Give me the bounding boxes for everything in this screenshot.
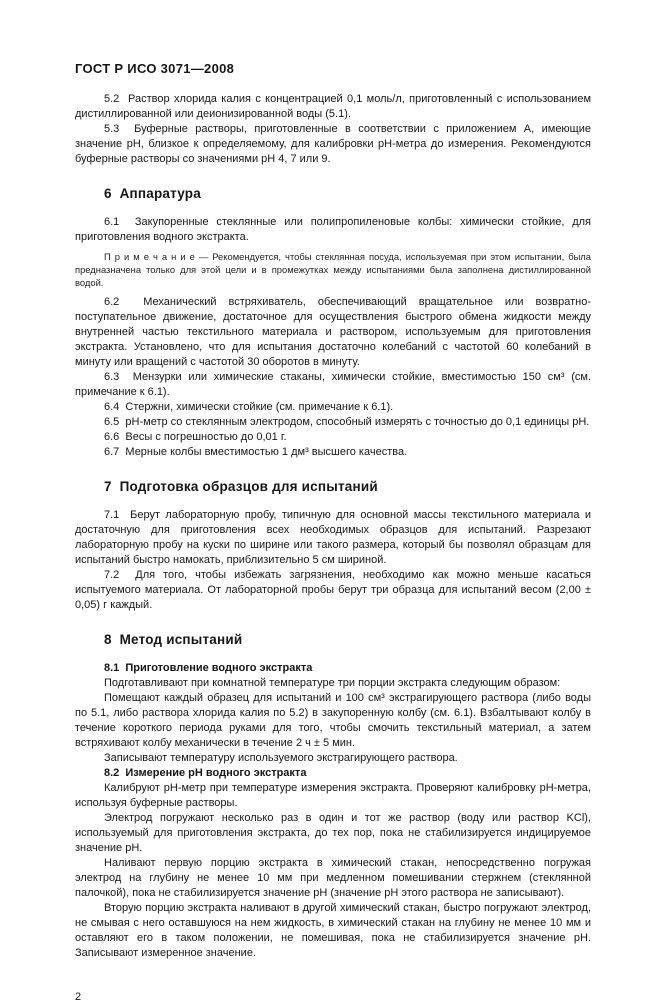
paragraph-8-1-c: Записывают температуру используемого экстрагирующего раствора. bbox=[104, 752, 458, 764]
paragraph-8-2-c: Наливают первую порцию экстракта в химический стакан, непосредственно погружая электрод на глубину не менее 10 мм при медленном помешивании стержнем (стеклянной палочкой), пока не стабилизируется значение pH (значение pH этого раствора не записывают). bbox=[75, 857, 591, 899]
running-header: ГОСТ Р ИСО 3071—2008 bbox=[75, 61, 235, 76]
subsection-8-1-title: 8.1 Приготовление водного экстракта bbox=[104, 662, 313, 674]
page-number: 2 bbox=[75, 991, 82, 1003]
paragraph-8-2-a: Калибруют pH-метр при температуре измерения экстракта. Проверяют калибровку pH-метра, используя буферные растворы. bbox=[75, 782, 591, 809]
paragraph-6-1: 6.1 Закупоренные стеклянные или полипропиленовые колбы: химически стойкие, для приготовления водного экстракта. bbox=[75, 216, 591, 243]
section-7-title: 7 Подготовка образцов для испытаний bbox=[104, 479, 378, 494]
subsection-8-2-title: 8.2 Измерение pH водного экстракта bbox=[104, 767, 307, 779]
paragraph-6-3: 6.3 Мензурки или химические стаканы, химически стойкие, вместимостью 150 см³ (см. примечание к 6.1). bbox=[75, 371, 591, 398]
paragraph-8-1-a: Подготавливают при комнатной температуре три порции экстракта следующим образом: bbox=[104, 677, 561, 689]
paragraph-8-2-b: Электрод погружают несколько раз в один и тот же раствор (воду или раствор KCl), используемый для приготовления экстракта, до тех пор, пока не стабилизируется индицируемое значение pH. bbox=[75, 812, 591, 854]
paragraph-6-7: 6.7 Мерные колбы вместимостью 1 дм³ высшего качества. bbox=[104, 446, 408, 458]
paragraph-6-5: 6.5 pH-метр со стеклянным электродом, способный измерять с точностью до 0,1 единицы pH. bbox=[104, 416, 590, 428]
paragraph-7-1: 7.1 Берут лабораторную пробу, типичную для основной массы текстильного материала и достаточную для приготовления всех необходимых образцов для испытаний. Разрезают лабораторную пробу на куски по ширине или такого размера, который бы позволял образцам для испытаний быстро намокать, приблизительно 5 см шириной. bbox=[75, 509, 591, 566]
paragraph-5-2: 5.2 Раствор хлорида калия с концентрацией 0,1 моль/л, приготовленный с использованием дистиллированной или деионизированной воды (5.1). bbox=[75, 93, 591, 120]
paragraph-8-1-b: Помещают каждый образец для испытаний и 100 см³ экстрагирующего раствора (либо воды по 5.1, либо раствора хлорида калия по 5.2) в закупоренную колбу (см. 6.1). Взбалтывают колбу в течение короткого периода руками для того, чтобы смочить текстильный материал, а затем встряхивают колбу механически в течение 2 ч ± 5 мин. bbox=[75, 692, 591, 749]
paragraph-6-4: 6.4 Стержни, химически стойкие (см. примечание к 6.1). bbox=[104, 401, 394, 413]
section-6-title: 6 Аппаратура bbox=[104, 186, 201, 201]
paragraph-7-2: 7.2 Для того, чтобы избежать загрязнения, необходимо как можно меньше касаться испытуемого материала. От лабораторной пробы берут три образца для испытаний весом (2,00 ± 0,05) г каждый. bbox=[75, 569, 591, 611]
paragraph-6-6: 6.6 Весы с погрешностью до 0,01 г. bbox=[104, 431, 287, 443]
section-6 bbox=[75, 186, 591, 460]
section-8 bbox=[75, 632, 591, 961]
note-6-1: П р и м е ч а н и е — Рекомендуется, чтобы стеклянная посуда, используемая при этом испытании, была предназначена только для этой цели и в промежутках между испытаниями была заполнена дистиллированной водой. bbox=[75, 251, 591, 288]
paragraph-6-2: 6.2 Механический встряхиватель, обеспечивающий вращательное или возвратно-поступательное движение, достаточное для осуществления быстрого обмена жидкости между внутренней частью текстильного материала и раствором, используемым для приготовления экстракта. Установлено, что для испытания достаточно колебаний с частотой 60 колебаний в минуту или вращений с частотой 30 оборотов в минуту. bbox=[75, 296, 591, 368]
section-8-title: 8 Метод испытаний bbox=[104, 632, 243, 647]
section-7 bbox=[75, 479, 591, 613]
paragraph-8-2-d: Вторую порцию экстракта наливают в другой химический стакан, быстро погружают электрод, не смывая с него оставшуюся на нем жидкость, в химический стакан на глубину не менее 10 мм и оставляют его в таком положении, не помешивая, пока не стабилизируется значение pH. Записывают измеренное значение. bbox=[75, 902, 591, 959]
paragraph-5-3: 5.3 Буферные растворы, приготовленные в соответствии с приложением А, имеющие значение pH, близкое к определяемому, для калибровки pH-метра до измерения. Рекомендуются буферные растворы со значениями pH 4, 7 или 9. bbox=[75, 123, 591, 165]
